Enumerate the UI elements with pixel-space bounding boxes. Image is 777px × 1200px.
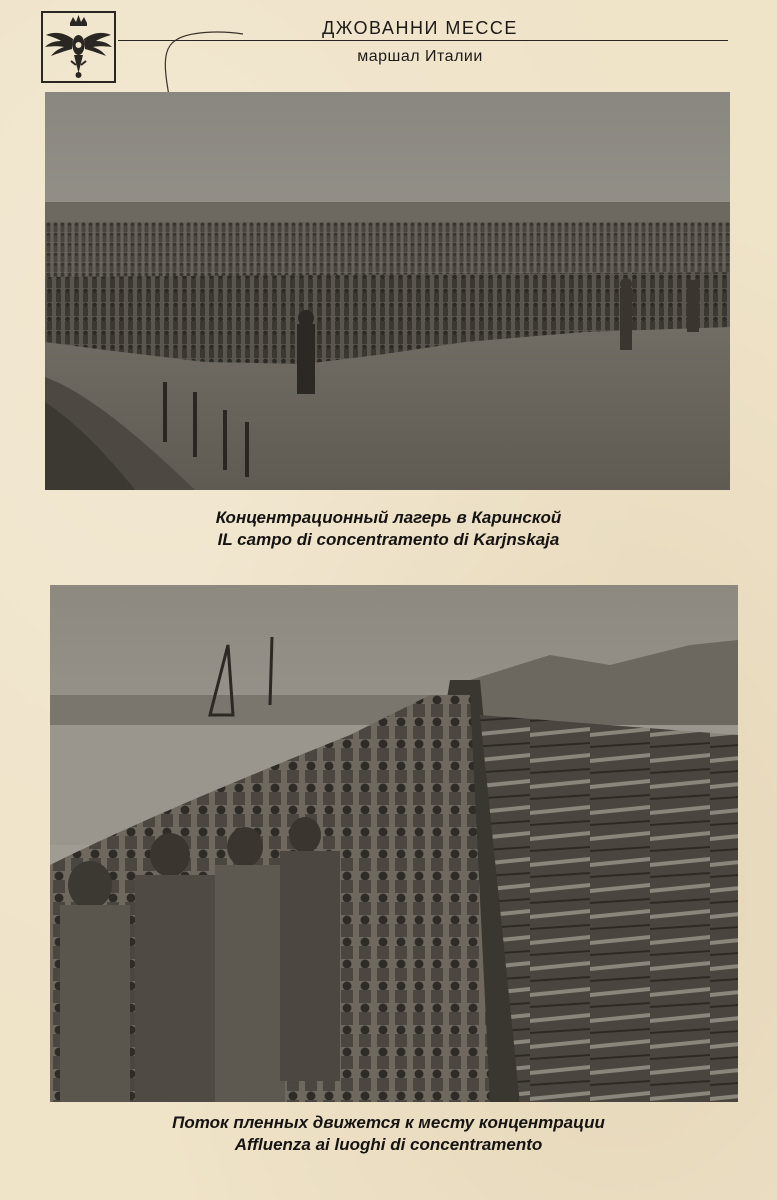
figure1-caption-it: IL campo di concentramento di Karjnskaja: [217, 530, 560, 549]
figure1-caption-ru: Концентрационный лагерь в Каринской: [215, 508, 562, 527]
header-rule: [118, 40, 728, 41]
figure2-caption-it: Affluenza ai luoghi di concentramento: [234, 1135, 543, 1154]
pen-scribble-icon: [158, 28, 248, 98]
royal-eagle-crown-icon: [41, 11, 116, 83]
author-name: ДЖОВАННИ МЕССЕ: [322, 18, 518, 38]
figure2-caption-ru: Поток пленных движется к месту концентрации: [172, 1113, 605, 1132]
author-role: маршал Италии: [357, 48, 483, 65]
camp-photo: [45, 92, 730, 490]
prisoner-column-photo: [50, 585, 738, 1102]
